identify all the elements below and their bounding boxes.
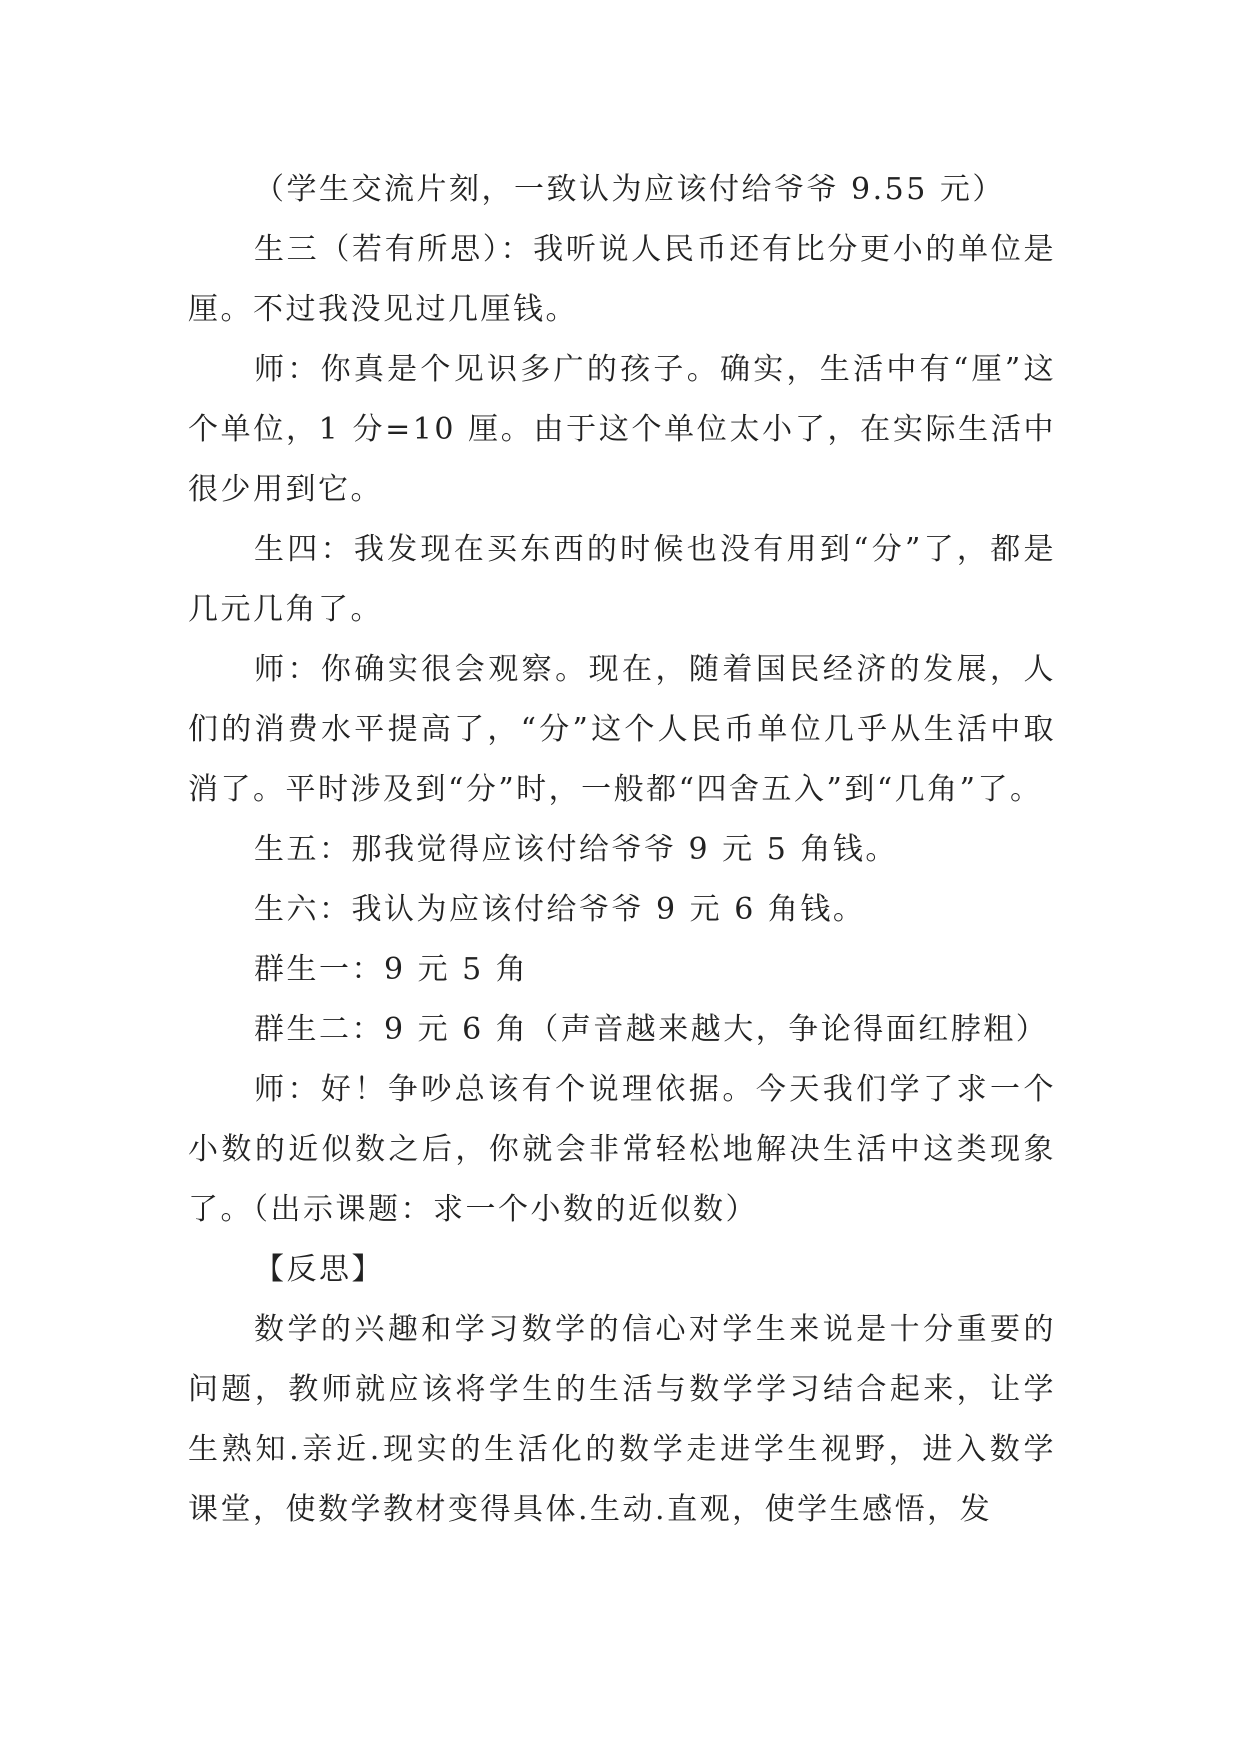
section-heading-reflection: 【反思】 <box>254 1252 384 1287</box>
paragraph-students-discuss: （学生交流片刻，一致认为应该付给爷爷 9.55 元） <box>254 172 1005 207</box>
paragraph-student-three: 生三（若有所思）：我听说人民币还有比分更小的单位是厘。不过我没见过几厘钱。 <box>188 232 1056 327</box>
paragraph-student-six: 生六：我认为应该付给爷爷 9 元 6 角钱。 <box>254 892 866 927</box>
paragraph-group-one: 群生一：9 元 5 角 <box>254 952 529 987</box>
paragraph-teacher-topic: 师：好！争吵总该有个说理依据。今天我们学了求一个小数的近似数之后，你就会非常轻松地解决生活中这类现象了。（出示课题：求一个小数的近似数） <box>188 1072 1056 1227</box>
paragraph-group-two: 群生二：9 元 6 角（声音越来越大，争论得面红脖粗） <box>254 1012 1049 1047</box>
document-body <box>188 160 1056 1540</box>
paragraph-reflection-body: 数学的兴趣和学习数学的信心对学生来说是十分重要的问题，教师就应该将学生的生活与数学学习结合起来，让学生熟知.亲近.现实的生活化的数学走进学生视野，进入数学课堂，使数学教材变得具体.生动.直观，使学生感悟，发 <box>188 1312 1056 1527</box>
paragraph-teacher-li-unit: 师：你真是个见识多广的孩子。确实，生活中有“厘”这个单位，1 分=10 厘。由于这个单位太小了，在实际生活中很少用到它。 <box>188 352 1056 507</box>
paragraph-teacher-observation: 师：你确实很会观察。现在，随着国民经济的发展，人们的消费水平提高了，“分”这个人民币单位几乎从生活中取消了。平时涉及到“分”时，一般都“四舍五入”到“几角”了。 <box>188 652 1056 807</box>
paragraph-student-four: 生四：我发现在买东西的时候也没有用到“分”了，都是几元几角了。 <box>188 532 1056 627</box>
paragraph-student-five: 生五：那我觉得应该付给爷爷 9 元 5 角钱。 <box>254 832 898 867</box>
